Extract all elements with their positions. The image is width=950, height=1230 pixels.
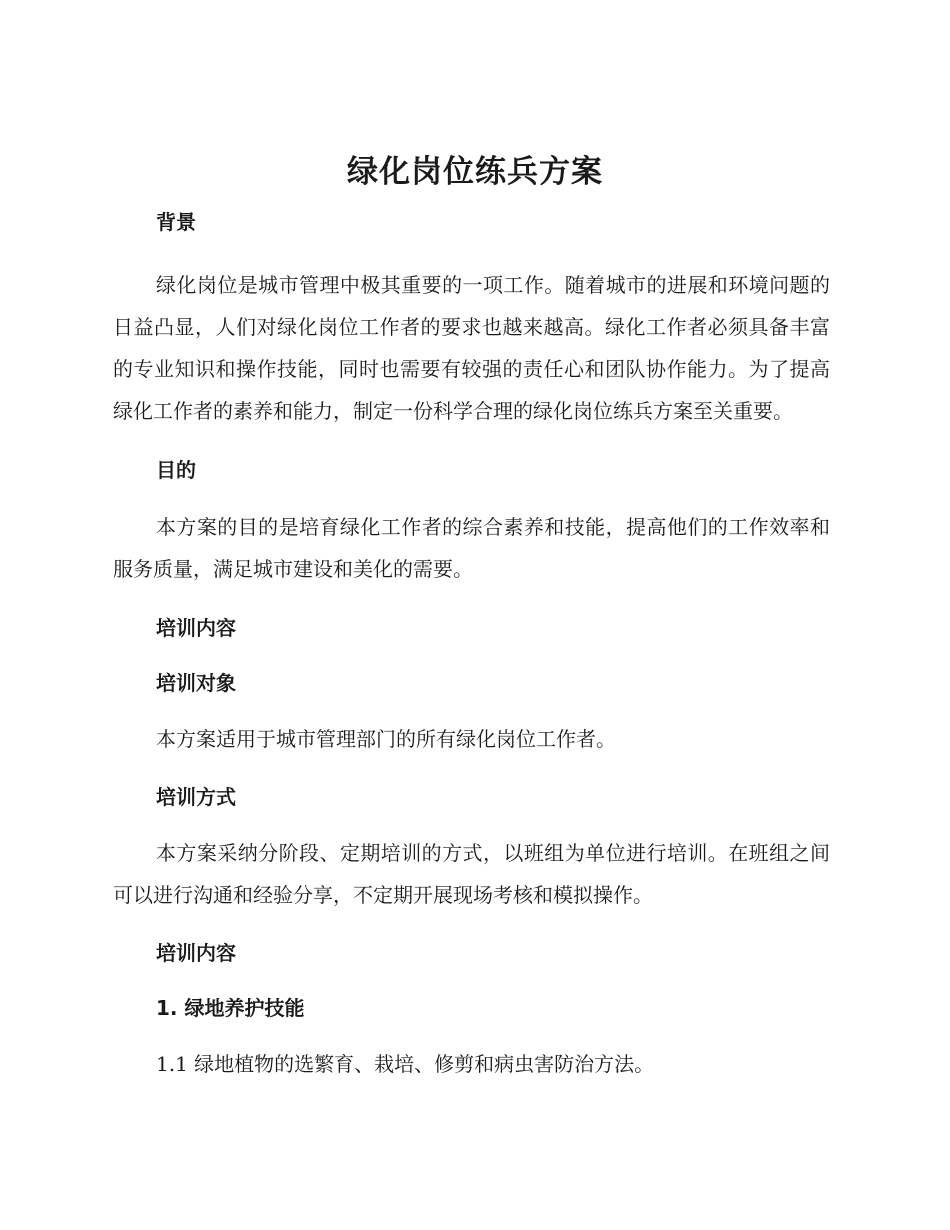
paragraph-purpose: 本方案的目的是培育绿化工作者的综合素养和技能，提高他们的工作效率和服务质量，满足城市建设和美化的需要。 [113, 515, 830, 581]
section-heading-training-content-2: 培训内容 [156, 941, 236, 965]
section-heading-training-method: 培训方式 [156, 785, 236, 809]
paragraph-training-method: 本方案采纳分阶段、定期培训的方式，以班组为单位进行培训。在班组之间可以进行沟通和经验分享，不定期开展现场考核和模拟操作。 [113, 841, 830, 907]
section-heading-background: 背景 [156, 210, 196, 234]
section-heading-training-content: 培训内容 [156, 616, 236, 640]
paragraph-item-1-1: 1.1 绿地植物的选繁育、栽培、修剪和病虫害防治方法。 [156, 1052, 655, 1076]
section-heading-training-target: 培训对象 [156, 671, 236, 695]
paragraph-background: 绿化岗位是城市管理中极其重要的一项工作。随着城市的进展和环境问题的日益凸显，人们对绿化岗位工作者的要求也越来越高。绿化工作者必须具备丰富的专业知识和操作技能，同时也需要有较强的责任心和团队协作能力。为了提高绿化工作者的素养和能力，制定一份科学合理的绿化岗位练兵方案至关重要。 [113, 273, 830, 423]
document-body [113, 200, 830, 1085]
document-title: 绿化岗位练兵方案 [347, 154, 603, 190]
section-heading-purpose: 目的 [156, 458, 196, 482]
paragraph-training-target: 本方案适用于城市管理部门的所有绿化岗位工作者。 [156, 727, 616, 751]
subheading-greenland-maintenance: 1. 绿地养护技能 [156, 996, 305, 1020]
